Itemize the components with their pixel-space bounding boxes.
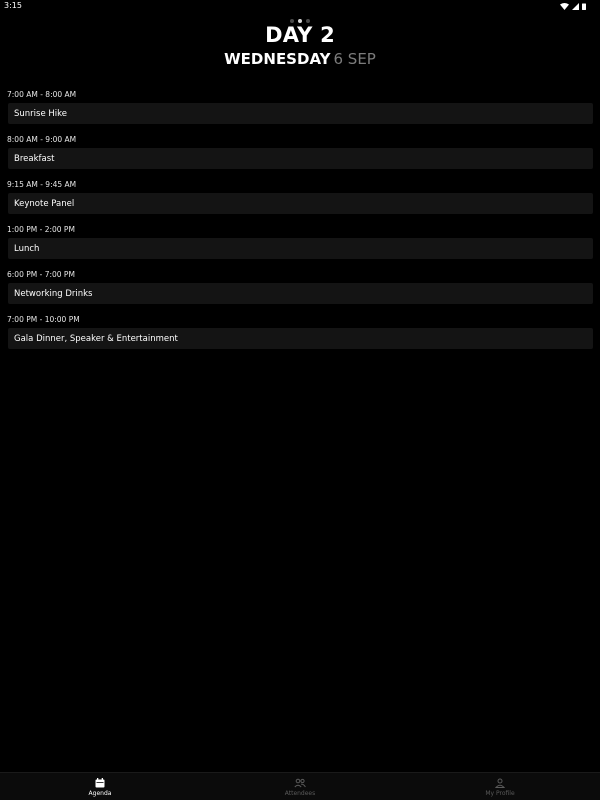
session-card[interactable]: Keynote Panel	[8, 193, 593, 214]
agenda-slot	[7, 224, 593, 269]
day-title: DAY 2	[265, 23, 335, 47]
calendar-icon	[95, 778, 105, 788]
bottom-nav	[0, 772, 600, 800]
session-time: 7:00 AM - 8:00 AM	[7, 90, 77, 99]
status-time: 3:15	[4, 1, 22, 10]
signal-icon	[572, 3, 579, 10]
session-card[interactable]: Lunch	[8, 238, 593, 259]
session-card[interactable]: Breakfast	[8, 148, 593, 169]
nav-label-attendees: Attendees	[284, 790, 316, 797]
status-icons	[560, 2, 586, 10]
agenda-slot	[7, 89, 593, 134]
session-card[interactable]: Networking Drinks	[8, 283, 593, 304]
date: 6 SEP	[333, 50, 376, 68]
session-card[interactable]: Sunrise Hike	[8, 103, 593, 124]
people-icon	[294, 778, 306, 788]
battery-icon	[582, 3, 586, 10]
session-time: 8:00 AM - 9:00 AM	[7, 135, 77, 144]
agenda-slot	[7, 179, 593, 224]
session-time: 6:00 PM - 7:00 PM	[7, 270, 75, 279]
nav-agenda[interactable]	[0, 773, 200, 800]
status-bar	[0, 0, 600, 12]
weekday: WEDNESDAY	[224, 50, 331, 68]
session-time: 9:15 AM - 9:45 AM	[7, 180, 77, 189]
nav-attendees[interactable]	[200, 773, 400, 800]
nav-label-agenda: Agenda	[88, 790, 112, 797]
person-icon	[495, 778, 505, 788]
agenda-slot	[7, 134, 593, 179]
nav-my-profile[interactable]	[400, 773, 600, 800]
session-time: 7:00 PM - 10:00 PM	[7, 315, 80, 324]
nav-label-my-profile: My Profile	[485, 790, 515, 797]
wifi-icon	[560, 3, 569, 10]
agenda-slot	[7, 314, 593, 359]
agenda-list	[7, 89, 593, 359]
session-card[interactable]: Gala Dinner, Speaker & Entertainment	[8, 328, 593, 349]
date-line	[0, 49, 600, 69]
session-time: 1:00 PM - 2:00 PM	[7, 225, 75, 234]
agenda-slot	[7, 269, 593, 314]
